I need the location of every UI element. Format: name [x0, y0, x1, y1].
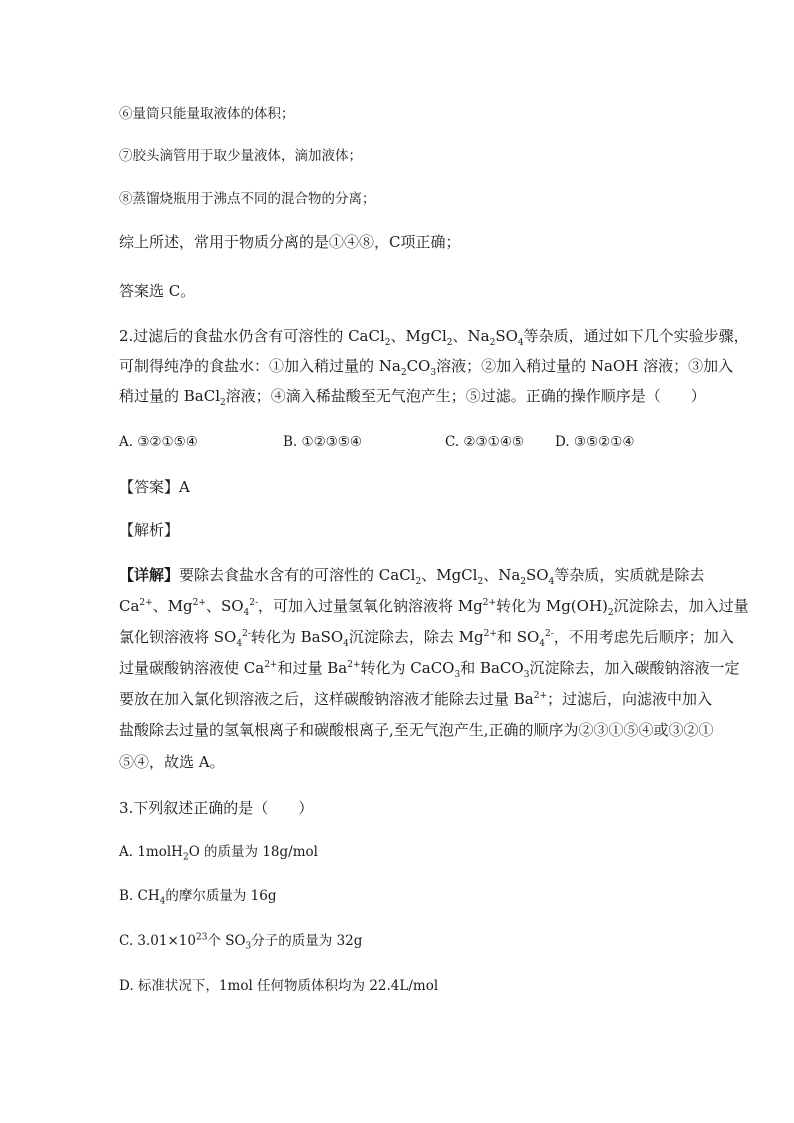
- q2-stem-line-3: 稍过量的 BaCl$_2$溶液；④滴入稀盐酸至无气泡产生；⑤过滤。正确的操作顺序是（ ）: [119, 387, 706, 408]
- q2-analysis-label: 【解析】: [119, 521, 180, 539]
- q1-summary: 综上所述，常用于物质分离的是①④⑧，C项正确；: [119, 233, 461, 251]
- q2-option-b: B. ①②③⑤④: [283, 434, 363, 450]
- q3-option-b: B. $CH_4$的摩尔质量为 16g: [119, 888, 277, 907]
- q2-stem-line-1: 2.过滤后的食盐水仍含有可溶性的 CaCl$_2$、MgCl$_2$、$Na_2SO_4$等杂质，通过如下几个实验步骤，: [119, 327, 749, 348]
- q2-detail-line-7: ⑤④，故选 A。: [119, 753, 225, 771]
- q2-option-d: D. ③⑤②①④: [555, 434, 635, 450]
- q3-option-a: A. 1molH$_2$O 的质量为 18g/mol: [119, 844, 318, 863]
- q2-detail-line-4: 过量碳酸钠溶液使 $Ca^{2+}$和过量 $Ba^{2+}$转化为 CaCO$_3$和 BaCO$_3$沉淀除去，加入碳酸钠溶液一定: [119, 659, 740, 680]
- q2-detail-line-3: 氯化钡溶液将 $SO_4^{2-}$转化为 BaSO$_4$沉淀除去，除去 $Mg^{2+}$和 $SO_4^{2-}$，不用考虑先后顺序；加入: [119, 628, 734, 649]
- q2-stem-line-2: 可制得纯净的食盐水：①加入稍过量的 $Na_2CO_3$溶液；②加入稍过量的 NaOH 溶液；③加入: [119, 357, 734, 378]
- q1-answer: 答案选 C。: [119, 282, 196, 300]
- q2-detail-line-2: $Ca^{2+}$、$Mg^{2+}$、$SO_4^{2-}$，可加入过量氢氧化钠溶液将 $Mg^{2+}$转化为 $Mg(OH)_2$沉淀除去，加入过量: [119, 597, 749, 618]
- q1-line-7: ⑦胶头滴管用于取少量液体，滴加液体；: [119, 148, 362, 164]
- q3-stem: 3.下列叙述正确的是（ ）: [119, 799, 314, 817]
- q1-line-8: ⑧蒸馏烧瓶用于沸点不同的混合物的分离；: [119, 191, 376, 207]
- q2-detail-line-6: 盐酸除去过量的氢氧根离子和碳酸根离子,至无气泡产生,正确的顺序为②③①⑤④或③②①: [119, 721, 714, 739]
- q2-option-a: A. ③②①⑤④: [119, 434, 198, 450]
- q2-option-c: C. ②③①④⑤: [445, 434, 524, 450]
- q2-detail-line-1: 【详解】要除去食盐水含有的可溶性的 CaCl$_2$、MgCl$_2$、$Na_2SO_4$等杂质，实质就是除去: [119, 566, 705, 587]
- q2-detail-line-5: 要放在加入氯化钡溶液之后，这样碳酸钠溶液才能除去过量 $Ba^{2+}$；过滤后，向滤液中加入: [119, 690, 713, 708]
- q3-option-c: C. $3.01\times 10^{23}$个 $SO_3$分子的质量为 32g: [119, 932, 363, 952]
- q2-answer: 【答案】A: [119, 478, 190, 496]
- q1-line-6: ⑥量筒只能量取液体的体积；: [119, 106, 295, 122]
- q3-option-d: D. 标准状况下，1mol 任何物质体积均为 22.4L/mol: [119, 978, 439, 994]
